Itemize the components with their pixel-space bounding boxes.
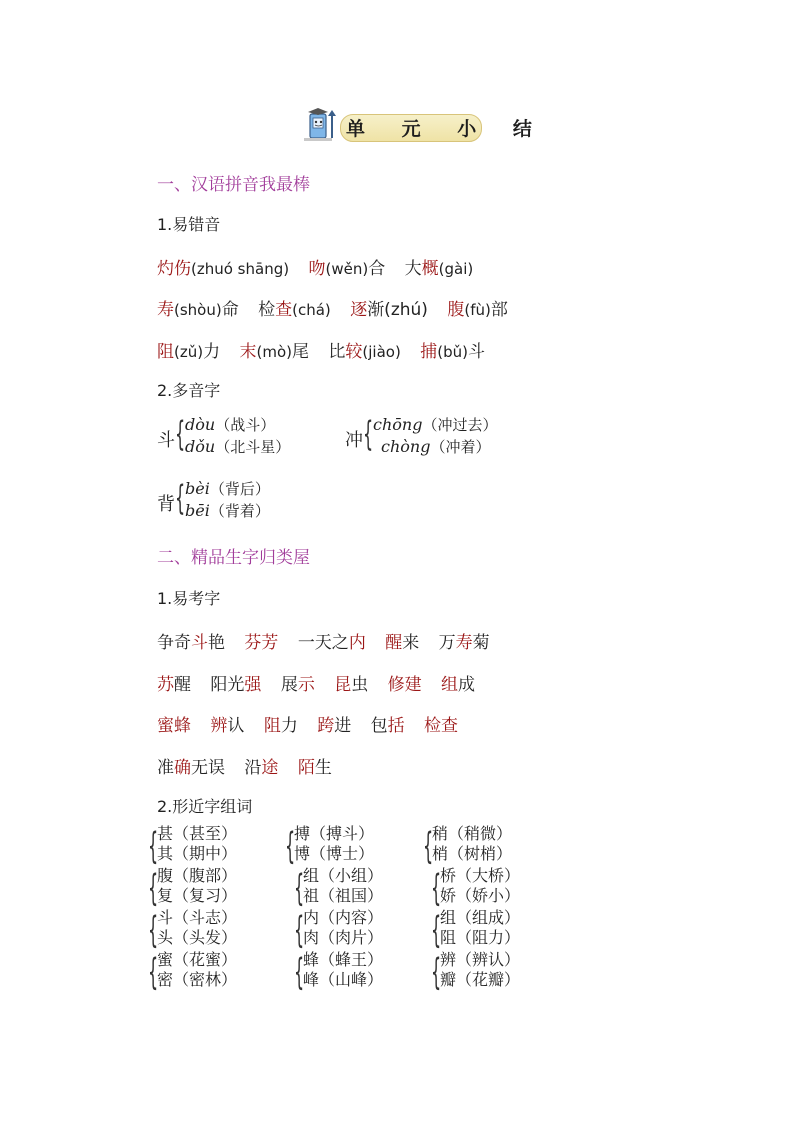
easy-test-row-3: 蜜蜂 辨认 阻力 跨进 包括 检查 — [157, 716, 459, 736]
similar-pair: { 搏（搏斗） 博（博士） — [285, 824, 375, 868]
easy-test-row-4: 准确无误 沿途 陌生 — [157, 758, 332, 778]
polyphone-chong: 冲 { chōng（冲过去） chòng（冲着） — [345, 414, 498, 456]
similar-pair: { 蜂（蜂王） 峰（山峰） — [294, 950, 384, 994]
similar-pair: { 组（组成） 阻（阻力） — [431, 908, 521, 952]
similar-grid — [148, 824, 548, 994]
similar-pair: { 内（内容） 肉（肉片） — [294, 908, 384, 952]
easy-test-row-2: 苏醒 阳光强 展示 昆虫 修建 组成 — [157, 675, 476, 695]
easy-wrong-label: 1.易错音 — [157, 215, 221, 234]
polyphone-label: 2.多音字 — [157, 381, 221, 400]
easy-wrong-row-1: 灼伤(zhuó shāng) 吻(wěn)合 大概(gài) — [157, 259, 474, 279]
polyphone-dou: 斗 { dòu（战斗） dǒu（北斗星） — [157, 414, 291, 456]
similar-pair: { 辨（辨认） 瓣（花瓣） — [431, 950, 521, 994]
similar-pair: { 甚（甚至） 其（期中） — [148, 824, 238, 868]
similar-pair: { 稍（稍微） 梢（树梢） — [423, 824, 513, 868]
similar-pair: { 蜜（花蜜） 密（密林） — [148, 950, 238, 994]
easy-test-label: 1.易考字 — [157, 589, 221, 608]
easy-wrong-row-2: 寿(shòu)命 检查(chá) 逐渐(zhú) 腹(fù)部 — [157, 300, 508, 320]
easy-test-row-1: 争奇斗艳 芬芳 一天之内 醒来 万寿菊 — [157, 633, 490, 653]
similar-pair: { 斗（斗志） 头（头发） — [148, 908, 238, 952]
similar-pair: { 腹（腹部） 复（复习） — [148, 866, 238, 910]
similar-pair: { 组（小组） 祖（祖国） — [294, 866, 384, 910]
similar-pair: { 桥（大桥） 娇（娇小） — [431, 866, 521, 910]
section-heading-pinyin: 一、汉语拼音我最棒 — [157, 175, 310, 195]
similar-label: 2.形近字组词 — [157, 797, 253, 816]
pencil-mascot-icon — [300, 108, 340, 144]
polyphone-bei: 背 { bèi（背后） bēi（背着） — [157, 478, 270, 520]
easy-wrong-row-3: 阻(zǔ)力 末(mò)尾 比较(jiào) 捕(bǔ)斗 — [157, 342, 485, 362]
page-title: 单 元 小 结 — [346, 118, 547, 140]
section-heading-characters: 二、精品生字归类屋 — [157, 548, 310, 568]
